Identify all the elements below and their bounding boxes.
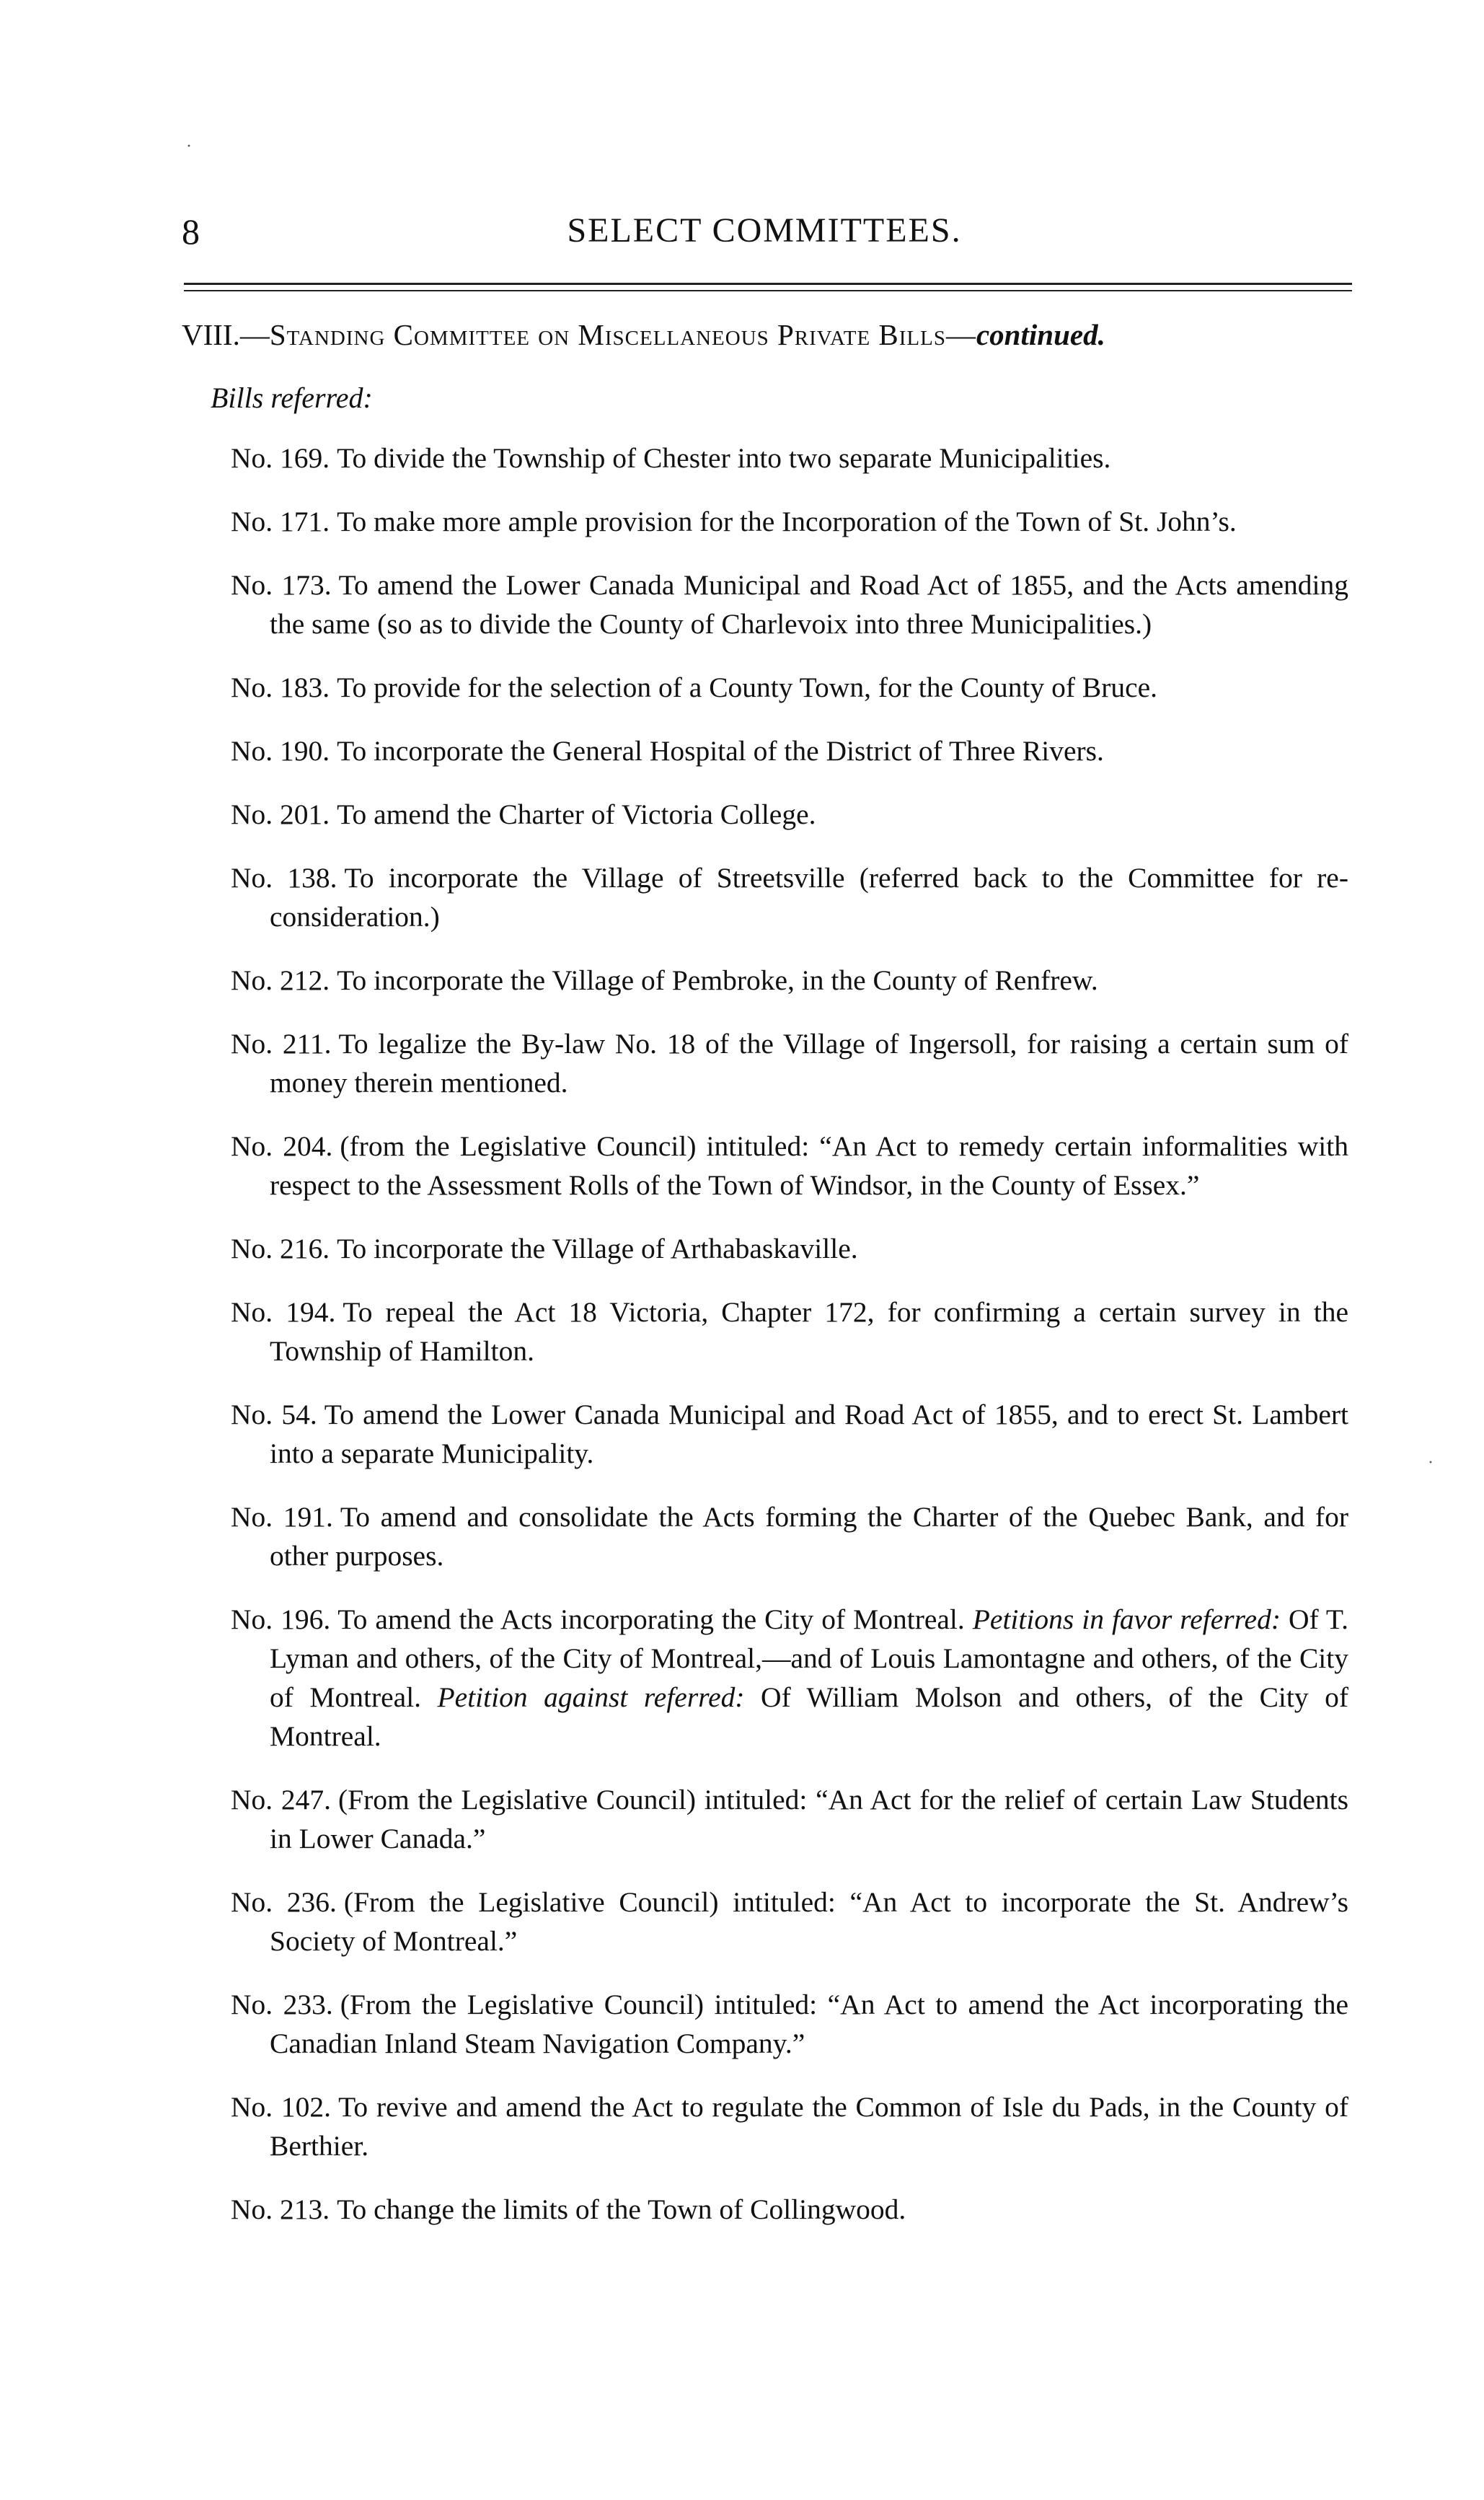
bill-number: No. 204.: [231, 1130, 333, 1162]
bill-text: To incorporate the Village of Arthabaskaville.: [337, 1233, 858, 1264]
petitions-in-favor-text: Of T. Lyman and others, of the City of Montreal,—and of Louis Lamontagne and others, of the City of Montreal.: [270, 1603, 1348, 1713]
bill-text: To change the limits of the Town of Collingwood.: [337, 2193, 906, 2225]
bill-text: To provide for the selection of a County Town, for the County of Bruce.: [337, 672, 1158, 703]
section-number: VIII.—: [182, 318, 270, 351]
header-rule: [184, 283, 1352, 285]
bill-text: To incorporate the Village of Streetsville (referred back to the Committee for re-consideration.): [270, 862, 1348, 933]
bill-text: To incorporate the General Hospital of the District of Three Rivers.: [337, 735, 1104, 767]
bill-number: No. 171.: [231, 506, 330, 537]
bill-text: To make more ample provision for the Incorporation of the Town of St. John’s.: [337, 506, 1237, 537]
bills-referred-label: Bills referred:: [211, 382, 373, 414]
bill-number: No. 183.: [231, 672, 330, 703]
bill-number: No. 212.: [231, 964, 330, 996]
bill-text: (From the Legislative Council) intituled: “An Act for the relief of certain Law Students in Lower Canada.”: [270, 1784, 1348, 1854]
bill-entry: [231, 961, 1348, 1000]
bill-entry: [231, 1883, 1348, 1960]
header-rule-double: [184, 290, 1352, 291]
bill-entry: [231, 1780, 1348, 1858]
bill-list: [231, 439, 1348, 2253]
bill-entry: [231, 1127, 1348, 1205]
scan-speck: ·: [186, 137, 192, 156]
bill-text: To divide the Township of Chester into two separate Municipalities.: [337, 442, 1111, 474]
bill-number: No. 54.: [231, 1399, 317, 1430]
bill-text: To amend the Charter of Victoria College.: [337, 798, 816, 830]
bill-number: No. 247.: [231, 1784, 332, 1815]
bill-entry: [231, 795, 1348, 834]
bill-number: No. 173.: [231, 569, 332, 601]
bill-entry: [231, 668, 1348, 707]
running-head: SELECT COMMITTEES.: [567, 211, 962, 250]
section-continued: continued.: [976, 318, 1105, 351]
bill-entry: [231, 2190, 1348, 2229]
bill-number: No. 169.: [231, 442, 330, 474]
bill-number: No. 194.: [231, 1296, 336, 1328]
bill-number: No. 216.: [231, 1233, 330, 1264]
bill-number: No. 191.: [231, 1501, 333, 1533]
bill-text: To repeal the Act 18 Victoria, Chapter 172, for confirming a certain survey in the Township of Hamilton.: [270, 1296, 1348, 1367]
bill-entry: [231, 1229, 1348, 1268]
bill-entry: [231, 1395, 1348, 1473]
bill-entry: [231, 731, 1348, 770]
bill-text: To incorporate the Village of Pembroke, in the County of Renfrew.: [337, 964, 1098, 996]
section-title: Standing Committee on Miscellaneous Private Bills—: [269, 318, 976, 351]
bill-entry: [231, 1600, 1348, 1756]
bill-entry: [231, 439, 1348, 477]
bill-number: No. 190.: [231, 735, 330, 767]
section-heading: [182, 317, 1105, 352]
bill-entry: [231, 858, 1348, 936]
bill-entry: [231, 1293, 1348, 1370]
bill-entry: [231, 1024, 1348, 1102]
bill-entry: [231, 1985, 1348, 2063]
bill-text: To amend and consolidate the Acts forming the Charter of the Quebec Bank, and for other purposes.: [270, 1501, 1348, 1572]
bill-number: No. 201.: [231, 798, 330, 830]
bill-entry: [231, 2087, 1348, 2165]
scan-speck: ·: [1428, 1453, 1434, 1472]
bill-text: (From the Legislative Council) intituled: “An Act to amend the Act incorporating the Canadian Inland Steam Navigation Company.”: [270, 1989, 1348, 2059]
page-number: 8: [182, 211, 200, 252]
petitions-in-favor-label: Petitions in favor referred:: [972, 1603, 1281, 1635]
bill-text: To legalize the By-law No. 18 of the Village of Ingersoll, for raising a certain sum of money therein mentioned.: [270, 1028, 1348, 1099]
bill-number: No. 213.: [231, 2193, 330, 2225]
bill-entry: [231, 1497, 1348, 1575]
bill-text: (From the Legislative Council) intituled: “An Act to incorporate the St. Andrew’s Society of Montreal.”: [270, 1886, 1348, 1957]
petition-against-label: Petition against referred:: [437, 1681, 745, 1713]
bill-text: To amend the Lower Canada Municipal and Road Act of 1855, and to erect St. Lambert into a separate Municipality.: [270, 1399, 1348, 1469]
bill-entry: [231, 565, 1348, 643]
bill-text: To revive and amend the Act to regulate the Common of Isle du Pads, in the County of Berthier.: [270, 2091, 1348, 2162]
bill-text: To amend the Acts incorporating the City of Montreal.: [337, 1603, 965, 1635]
bill-number: No. 233.: [231, 1989, 333, 2020]
bill-number: No. 102.: [231, 2091, 332, 2123]
bill-text: (from the Legislative Council) intituled: “An Act to remedy certain informalities with respect to the Assessment Rolls of the Town of Windsor, in the County of Essex.”: [270, 1130, 1349, 1201]
bill-number: No. 236.: [231, 1886, 337, 1918]
bill-entry: [231, 502, 1348, 541]
bill-number: No. 196.: [231, 1603, 331, 1635]
bill-number: No. 138.: [231, 862, 337, 894]
petition-against-text: Of William Molson and others, of the City of Montreal.: [270, 1681, 1348, 1752]
bill-text: To amend the Lower Canada Municipal and Road Act of 1855, and the Acts amending the same (so as to divide the County of Charlevoix into three Municipalities.): [270, 569, 1348, 640]
bill-number: No. 211.: [231, 1028, 332, 1060]
